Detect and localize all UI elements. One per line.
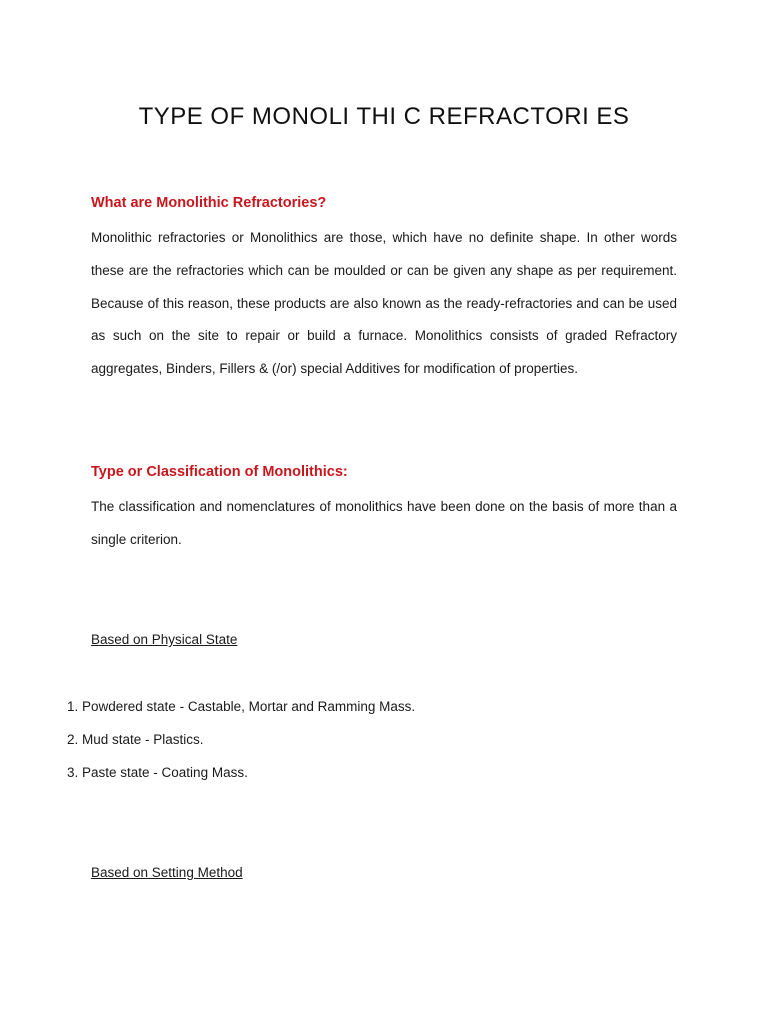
subheading-physical-state: Based on Physical State xyxy=(91,632,238,647)
physical-state-list xyxy=(67,697,415,795)
section-paragraph-what-are-monolithics: Monolithic refractories or Monolithics are those, which have no definite shape. In other words these are the refractories which can be moulded or can be given any shape as per requirement. Because of this reason, these products are also known as the ready-refractories and can be used as such on the site to repair or build a furnace. Monolithics consists of graded Refractory aggregates, Binders, Fillers & (/or) special Additives for modification of properties. xyxy=(91,230,677,377)
section-paragraph-classification: The classification and nomenclatures of monolithics have been done on the basis of more than a single criterion. xyxy=(91,499,677,547)
section-heading-classification: Type or Classification of Monolithics: xyxy=(91,464,348,480)
list-item: 2. Mud state - Plastics. xyxy=(67,731,204,747)
document-title: TYPE OF MONOLI THI C REFRACTORI ES xyxy=(138,103,630,130)
section-heading-what-are-monolithics: What are Monolithic Refractories? xyxy=(91,195,327,211)
list-item: 3. Paste state - Coating Mass. xyxy=(67,764,248,780)
list-item: 1. Powdered state - Castable, Mortar and Ramming Mass. xyxy=(67,699,416,714)
subheading-setting-method: Based on Setting Method xyxy=(91,865,243,880)
